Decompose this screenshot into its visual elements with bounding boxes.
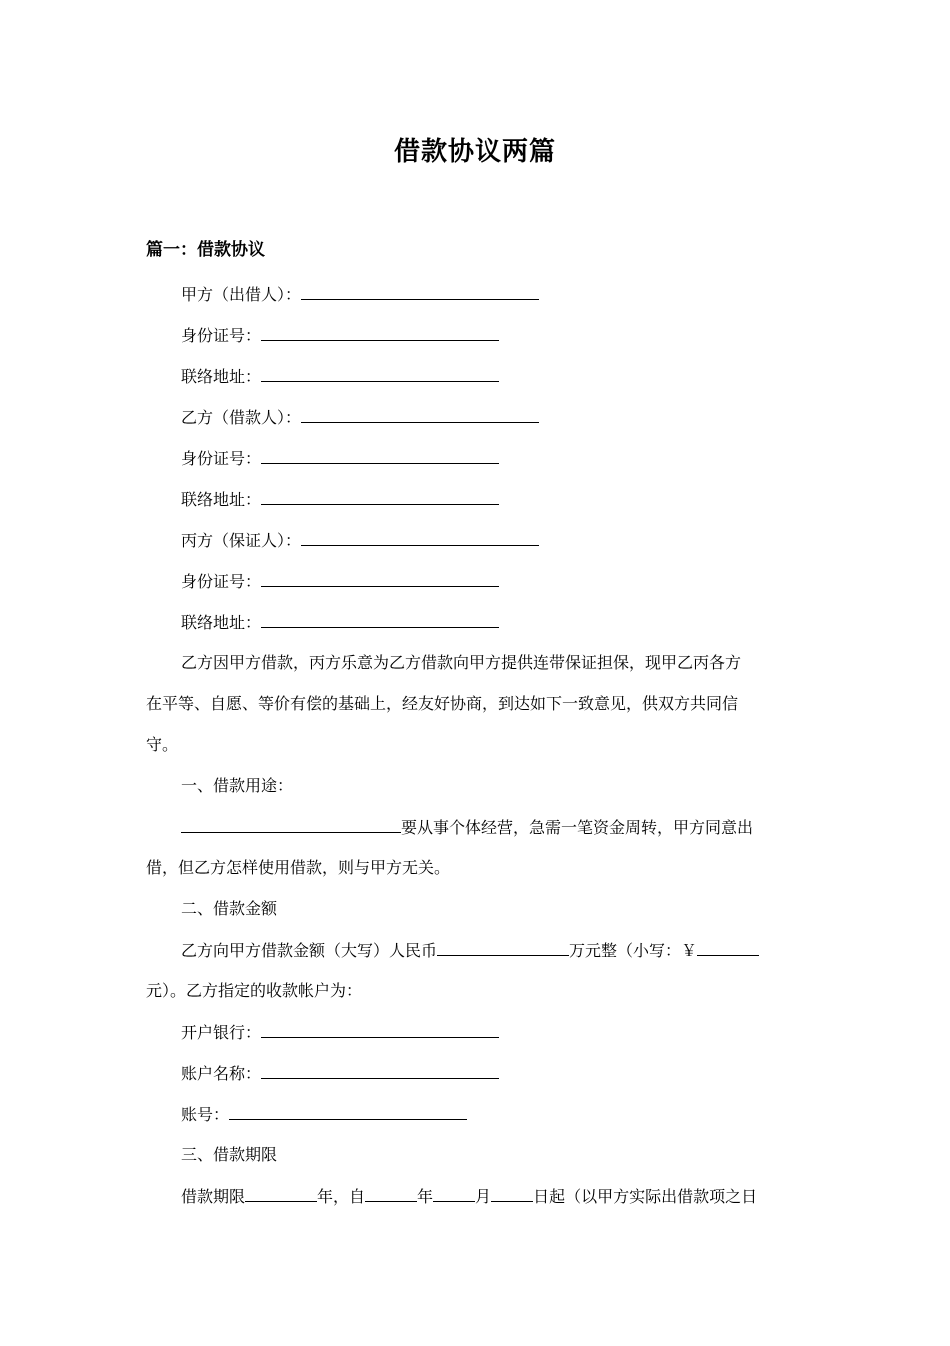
loan-purpose-field[interactable] [181,814,401,833]
party-a-line [181,281,539,308]
preamble-line-2: 在平等、自愿、等价有偿的基础上，经友好协商，到达如下一致意见，供双方共同信 [146,694,739,713]
party-b-address-label: 联络地址： [181,490,262,509]
party-b-address-line [181,486,499,513]
party-c-address-line [181,609,499,636]
party-c-address-field[interactable] [261,609,499,628]
year-unit: 年 [417,1187,434,1206]
party-c-line [181,527,539,554]
party-a-address-field[interactable] [261,363,499,382]
amount-lower-label: 万元整（小写：￥ [569,941,698,960]
account-name-label: 账户名称： [181,1064,262,1083]
party-a-id-label: 身份证号： [181,326,262,345]
party-c-name-field[interactable] [301,527,539,546]
party-b-name-field[interactable] [301,404,539,423]
party-c-id-label: 身份证号： [181,572,262,591]
bank-field[interactable] [261,1019,499,1038]
clause-1-text: 要从事个体经营，急需一笔资金周转，甲方同意出 [401,818,754,837]
party-b-id-label: 身份证号： [181,449,262,468]
account-no-label: 账号： [181,1105,230,1124]
term-years-field[interactable] [245,1183,317,1202]
bank-label: 开户银行： [181,1023,262,1042]
start-day-field[interactable] [491,1183,533,1202]
party-c-label: 丙方（保证人）： [181,531,302,550]
party-c-id-line [181,568,499,595]
term-prefix: 借款期限 [181,1187,246,1206]
preamble-line-3: 守。 [146,735,179,754]
clause-2-line-1 [181,937,759,964]
party-c-address-label: 联络地址： [181,613,262,632]
party-a-address-label: 联络地址： [181,367,262,386]
party-a-id-field[interactable] [261,322,499,341]
section-title: 篇一：借款协议 [146,240,265,260]
clause-2-line-2: 元）。乙方指定的收款帐户为： [146,981,363,1000]
account-name-field[interactable] [261,1060,499,1079]
term-year-unit: 年，自 [317,1187,366,1206]
amount-upper-field[interactable] [437,937,569,956]
clause-2-heading: 二、借款金额 [181,899,278,918]
account-no-line [181,1101,467,1128]
day-tail: 日起（以甲方实际出借款项之日 [533,1187,758,1206]
party-b-address-field[interactable] [261,486,499,505]
clause-1-line-2: 借，但乙方怎样使用借款，则与甲方无关。 [146,858,451,877]
party-a-address-line [181,363,499,390]
party-b-id-field[interactable] [261,445,499,464]
party-b-line [181,404,539,431]
party-a-name-field[interactable] [301,281,539,300]
clause-1-line-1 [181,814,753,841]
start-year-field[interactable] [365,1183,417,1202]
party-c-id-field[interactable] [261,568,499,587]
amount-upper-label: 乙方向甲方借款金额（大写）人民币 [181,941,438,960]
bank-line [181,1019,499,1046]
party-b-id-line [181,445,499,472]
account-name-line [181,1060,499,1087]
amount-lower-field[interactable] [697,937,759,956]
document-title: 借款协议两篇 [393,137,556,167]
start-month-field[interactable] [433,1183,475,1202]
party-a-label: 甲方（出借人）： [181,285,302,304]
clause-1-heading: 一、借款用途： [181,776,294,795]
party-a-id-line [181,322,499,349]
party-b-label: 乙方（借款人）： [181,408,302,427]
clause-3-line-1 [181,1183,757,1210]
clause-3-heading: 三、借款期限 [181,1145,278,1164]
month-unit: 月 [475,1187,492,1206]
preamble-line-1: 乙方因甲方借款，丙方乐意为乙方借款向甲方提供连带保证担保，现甲乙丙各方 [181,653,742,672]
account-no-field[interactable] [229,1101,467,1120]
